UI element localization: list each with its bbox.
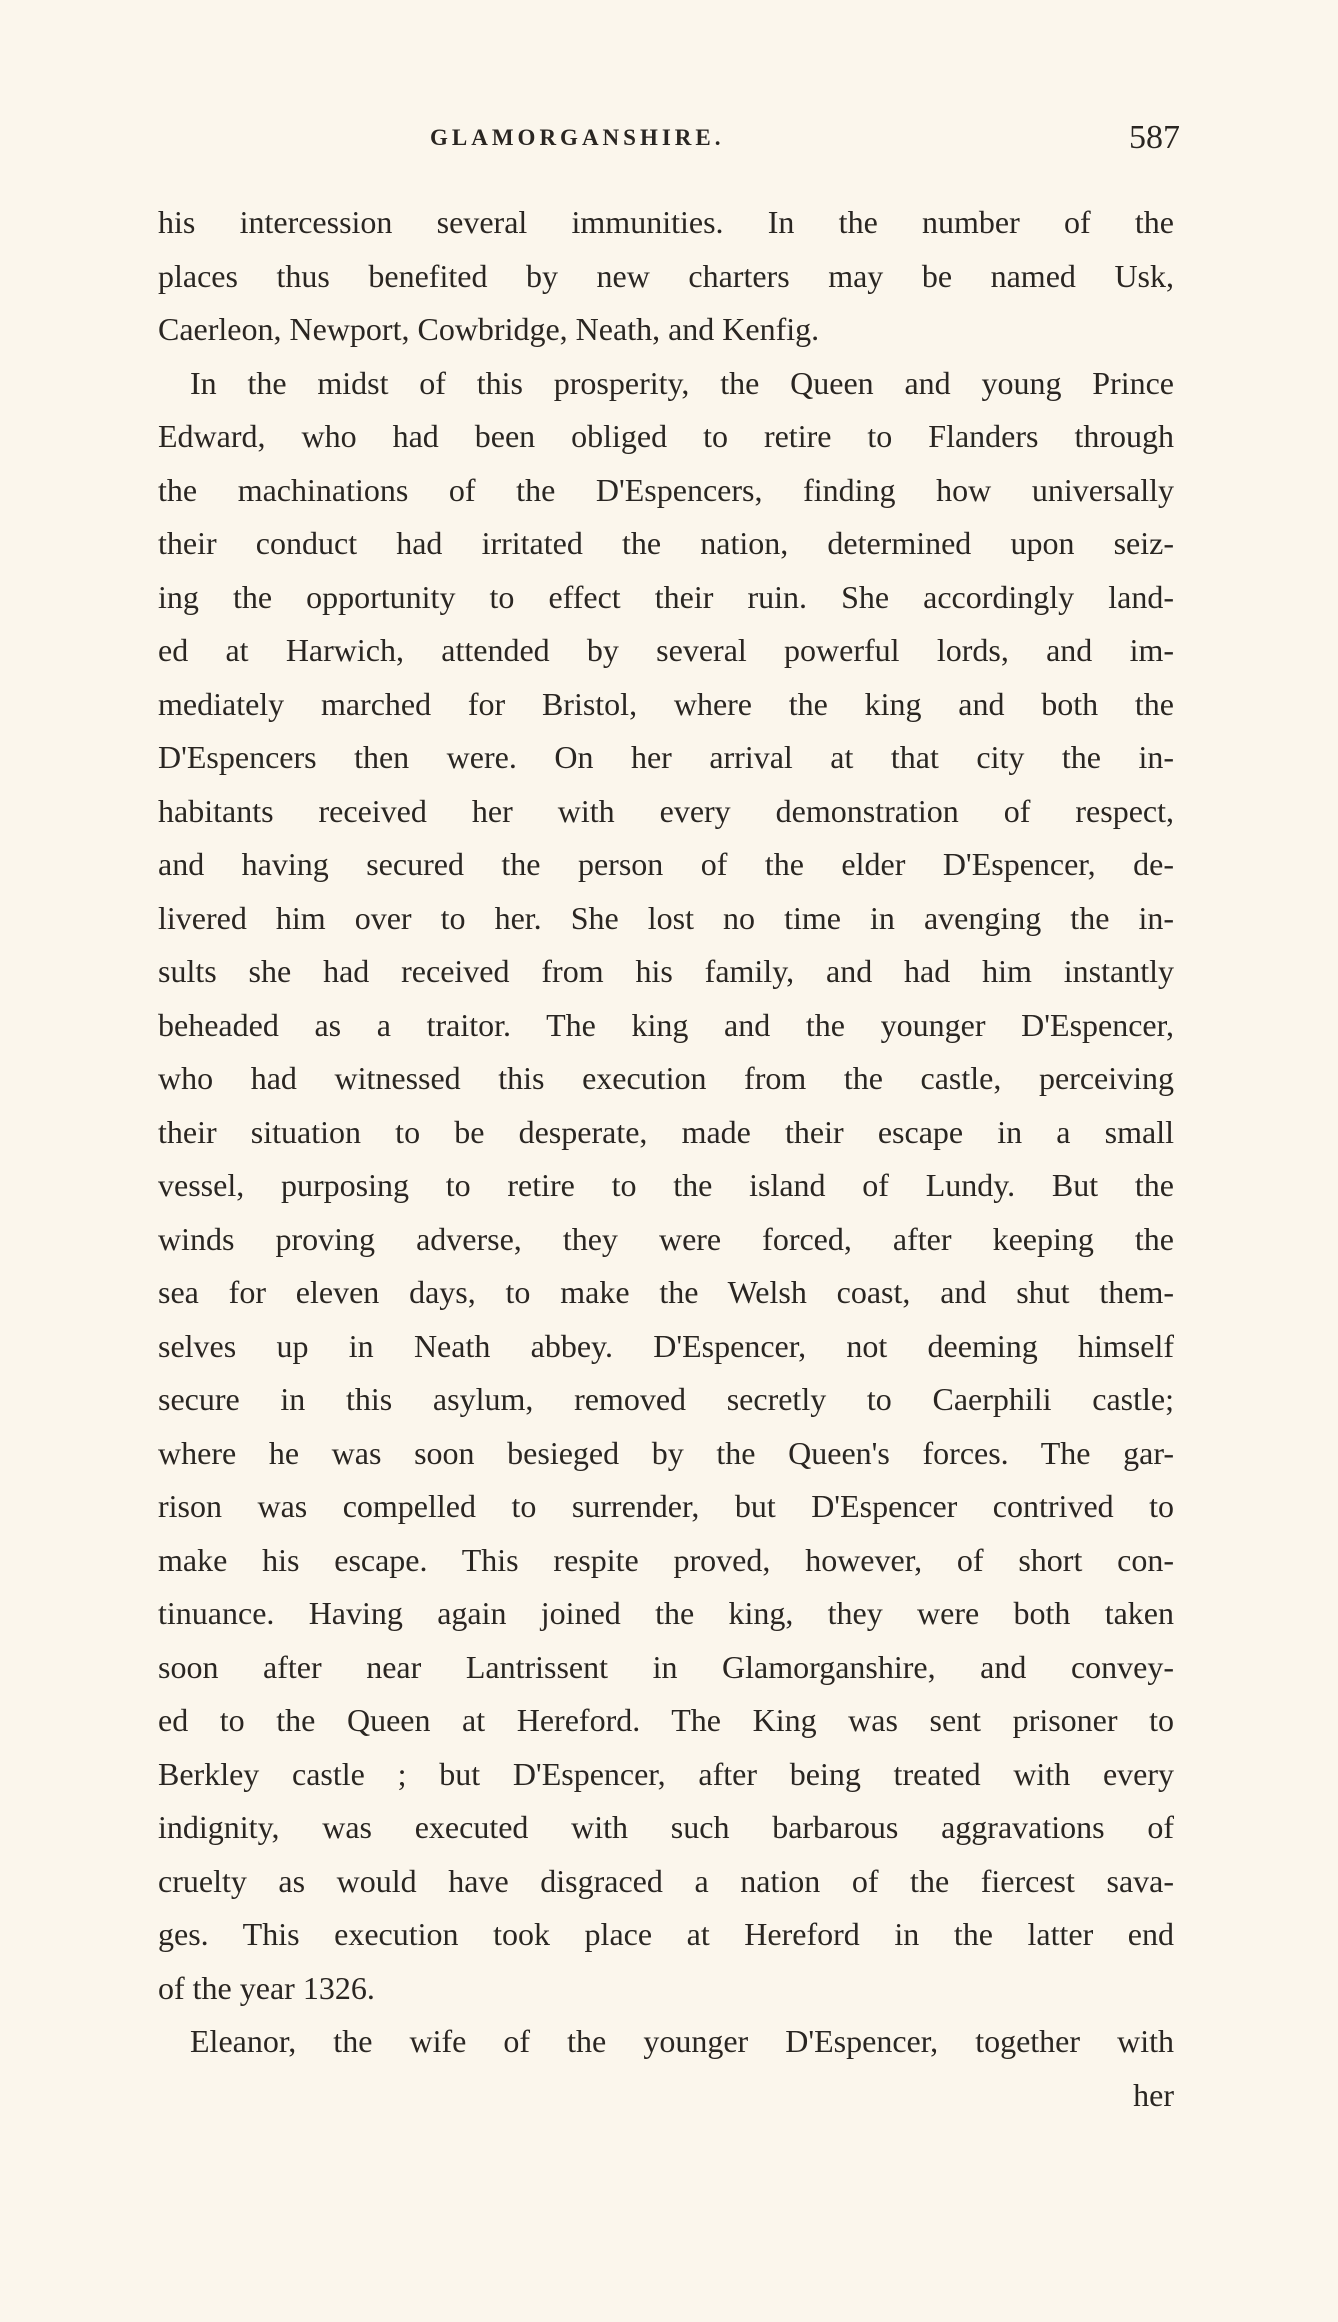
- text-line: their situation to be desperate, made their escape in a small: [158, 1113, 1174, 1150]
- text-line: the machinations of the D'Espencers, finding how universally: [158, 471, 1174, 508]
- body-text: [158, 196, 1174, 2122]
- text-line: sea for eleven days, to make the Welsh coast, and shut them-: [158, 1274, 1174, 1310]
- text-line: rison was compelled to surrender, but D'Espencer contrived to: [158, 1488, 1174, 1524]
- text-line: who had witnessed this execution from the castle, perceiving: [158, 1060, 1174, 1096]
- text-line: beheaded as a traitor. The king and the younger D'Espencer,: [158, 1006, 1174, 1043]
- text-line: tinuance. Having again joined the king, they were both taken: [158, 1595, 1174, 1631]
- text-line: Caerleon, Newport, Cowbridge, Neath, and Kenfig.: [158, 311, 820, 347]
- text-line: soon after near Lantrissent in Glamorganshire, and convey-: [158, 1648, 1174, 1685]
- text-line: vessel, purposing to retire to the island of Lundy. But the: [158, 1167, 1174, 1203]
- text-line: and having secured the person of the elder D'Espencer, de-: [158, 846, 1174, 882]
- catchword: her: [1133, 2076, 1174, 2113]
- text-line: places thus benefited by new charters may be named Usk,: [158, 257, 1174, 294]
- text-line: D'Espencers then were. On her arrival at that city the in-: [158, 739, 1174, 775]
- text-line: of the year 1326.: [158, 1969, 375, 2006]
- text-line: secure in this asylum, removed secretly to Caerphili castle;: [158, 1381, 1174, 1417]
- running-title: GLAMORGANSHIRE.: [430, 125, 725, 150]
- page-number: 587: [1129, 119, 1180, 156]
- text-line: make his escape. This respite proved, however, of short con-: [158, 1541, 1174, 1578]
- text-line: selves up in Neath abbey. D'Espencer, not deeming himself: [158, 1327, 1174, 1364]
- text-line: ed at Harwich, attended by several powerful lords, and im-: [158, 632, 1174, 668]
- text-line: Edward, who had been obliged to retire to Flanders through: [158, 418, 1174, 454]
- text-line: ing the opportunity to effect their ruin. She accordingly land-: [158, 578, 1174, 615]
- text-line: their conduct had irritated the nation, determined upon seiz-: [158, 525, 1174, 561]
- text-line: livered him over to her. She lost no time in avenging the in-: [158, 899, 1174, 936]
- text-line: ed to the Queen at Hereford. The King was sent prisoner to: [158, 1702, 1174, 1738]
- text-line: his intercession several immunities. In the number of the: [158, 204, 1174, 240]
- text-line: where he was soon besieged by the Queen's forces. The gar-: [158, 1434, 1174, 1471]
- text-line: sults she had received from his family, and had him instantly: [158, 953, 1174, 989]
- text-line: cruelty as would have disgraced a nation of the fiercest sava-: [158, 1862, 1174, 1899]
- text-line: habitants received her with every demonstration of respect,: [158, 792, 1174, 829]
- text-line: winds proving adverse, they were forced, after keeping the: [158, 1220, 1174, 1257]
- running-head: [430, 118, 1190, 158]
- text-line: indignity, was executed with such barbarous aggravations of: [158, 1809, 1174, 1845]
- text-line: In the midst of this prosperity, the Queen and young Prince: [190, 364, 1174, 401]
- text-line: Eleanor, the wife of the younger D'Espencer, together with: [190, 2023, 1174, 2059]
- text-line: mediately marched for Bristol, where the king and both the: [158, 685, 1174, 722]
- text-line: ges. This execution took place at Hereford in the latter end: [158, 1916, 1174, 1952]
- text-line: Berkley castle ; but D'Espencer, after being treated with every: [158, 1755, 1174, 1792]
